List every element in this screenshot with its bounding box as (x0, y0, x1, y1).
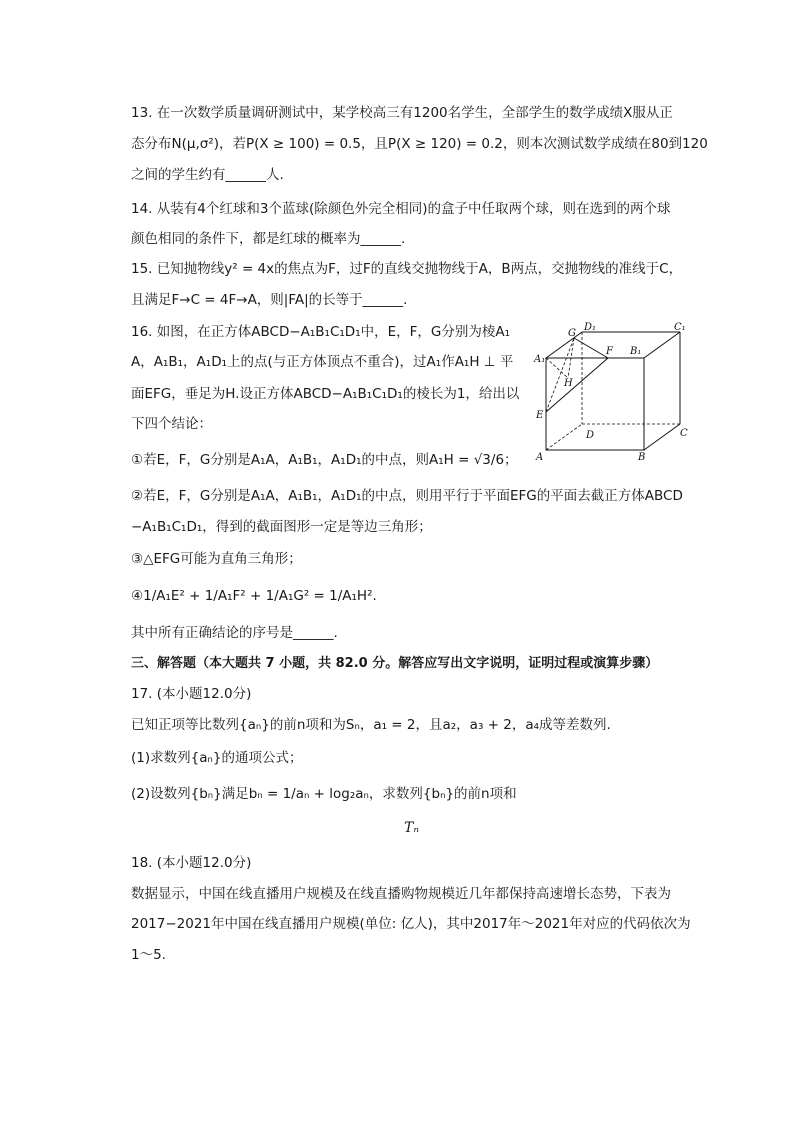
question-17-title: 17. (本小题12.0分) (131, 686, 252, 702)
question-16-line-2: A，A₁B₁，A₁D₁上的点(与正方体顶点不重合)，过A₁作A₁H ⊥ 平 (131, 354, 514, 370)
conclusion-2-line-1: ②若E，F，G分别是A₁A，A₁B₁，A₁D₁的中点，则用平行于平面EFG的平面去截正方体ABCD (131, 488, 683, 504)
question-13-line-2: 态分布N(μ,σ²)，若P(X ≥ 100) = 0.5，且P(X ≥ 120) = 0.2，则本次测试数学成绩在80到120 (131, 136, 708, 152)
question-18-line-1: 数据显示，中国在线直播用户规模及在线直播购物规模近几年都保持高速增长态势，下表为 (131, 886, 671, 902)
question-15-line-1: 15. 已知抛物线y² = 4x的焦点为F，过F的直线交抛物线于A，B两点，交抛物线的准线于C， (131, 261, 683, 277)
cube-edge (644, 424, 680, 450)
question-14-line-1: 14. 从装有4个红球和3个蓝球(除颜色外完全相同)的盒子中任取两个球，则在选到的两个球 (131, 201, 671, 217)
label-B1: B₁ (630, 346, 642, 357)
label-D1: D₁ (584, 322, 597, 333)
segment-A1H (546, 358, 568, 378)
question-16-line-1: 16. 如图，在正方体ABCD−A₁B₁C₁D₁中，E，F，G分别为棱A₁ (131, 324, 511, 340)
question-15-line-2: 且满足F→C = 4F→A，则|FA|的长等于______. (131, 292, 408, 308)
conclusion-2-line-2: −A₁B₁C₁D₁，得到的截面图形一定是等边三角形； (131, 519, 432, 535)
label-E: E (536, 410, 544, 421)
question-18-line-2: 2017−2021年中国在线直播用户规模(单位: 亿人)，其中2017年～2021年对应的代码依次为 (131, 916, 691, 932)
segment-GF (574, 338, 608, 358)
question-14-line-2: 颜色相同的条件下，都是红球的概率为______. (131, 231, 406, 247)
label-C: C (680, 428, 688, 439)
conclusion-4: ④1/A₁E² + 1/A₁F² + 1/A₁G² = 1/A₁H². (131, 588, 377, 604)
cube-figure (532, 318, 692, 468)
cube-edge (644, 332, 680, 358)
label-B: B (638, 452, 646, 463)
label-H: H (564, 378, 573, 389)
cube-edge (546, 332, 582, 358)
label-A1: A₁ (534, 354, 546, 365)
question-17-part-2: (2)设数列{bₙ}满足bₙ = 1/aₙ + log₂aₙ，求数列{bₙ}的前n项和 (131, 786, 517, 802)
label-A: A (536, 452, 544, 463)
label-C1: C₁ (674, 322, 686, 333)
question-13-line-1: 13. 在一次数学质量调研测试中，某学校高三有1200名学生，全部学生的数学成绩X服从正 (131, 105, 673, 121)
question-17-part-1: (1)求数列{aₙ}的通项公式； (131, 750, 303, 766)
question-17-tn: Tₙ (404, 820, 420, 836)
question-16-line-3: 面EFG，垂足为H.设正方体ABCD−A₁B₁C₁D₁的棱长为1，给出以 (131, 386, 520, 402)
question-16-prompt: 其中所有正确结论的序号是______. (131, 625, 338, 641)
conclusion-1: ①若E，F，G分别是A₁A，A₁B₁，A₁D₁的中点，则A₁H = √3/6； (131, 452, 518, 468)
question-16-line-4: 下四个结论： (131, 416, 212, 432)
cube-hidden-edge (546, 424, 582, 450)
segment-EG (546, 338, 574, 412)
question-13-line-3: 之间的学生约有______人. (131, 167, 284, 183)
question-17-stem: 已知正项等比数列{aₙ}的前n项和为Sₙ，a₁ = 2，且a₂，a₃ + 2，a₄成等差数列. (131, 717, 611, 733)
label-F: F (606, 346, 613, 357)
conclusion-3: ③△EFG可能为直角三角形； (131, 551, 302, 567)
question-18-line-3: 1～5. (131, 947, 166, 963)
label-G: G (568, 328, 576, 339)
question-18-title: 18. (本小题12.0分) (131, 855, 252, 871)
section-header: 三、解答题（本大题共 7 小题，共 82.0 分。解答应写出文字说明，证明过程或演算步骤） (131, 656, 659, 671)
label-D: D (586, 430, 595, 441)
